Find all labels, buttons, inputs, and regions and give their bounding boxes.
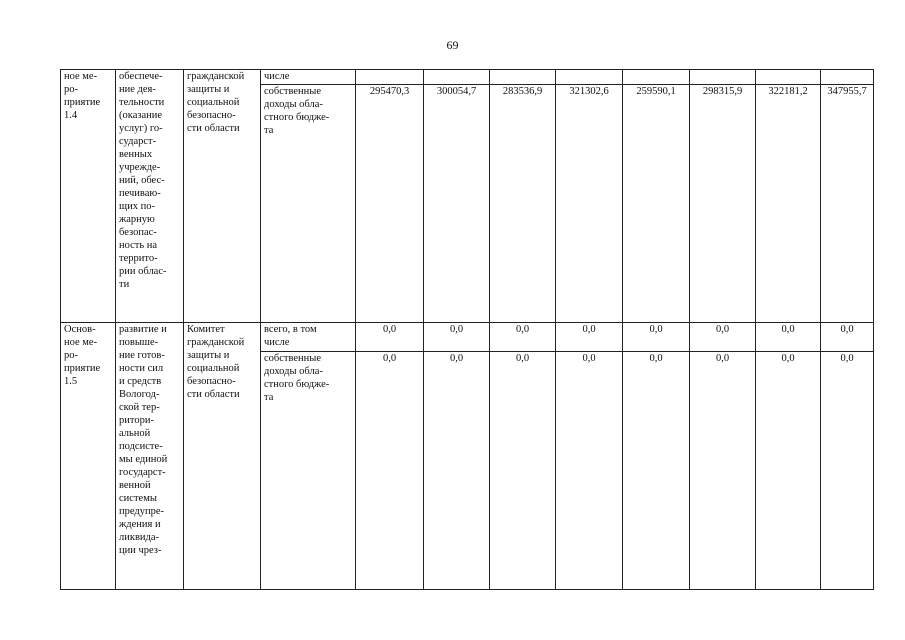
page-number: 69 [446, 38, 459, 52]
value-cell [556, 70, 623, 85]
cell-text-line: Основ- [64, 324, 96, 335]
cell-text-line: безопасно- [187, 110, 236, 121]
cell-text-line: приятие [64, 97, 101, 108]
budget-table [60, 69, 874, 590]
cell-text-line: и средств [119, 376, 162, 387]
cell-text-line: та [264, 392, 274, 403]
funding-source-cell [261, 323, 356, 352]
cell-text-line: ное ме- [64, 337, 98, 348]
value-cell: 298315,9 [690, 85, 756, 323]
cell-text-line: доходы обла- [264, 99, 323, 110]
cell-text-line: сударст- [119, 136, 157, 147]
cell-text-line: мы единой [119, 454, 168, 465]
cell-text-line: обеспече- [119, 71, 163, 82]
value-cell: 0,0 [424, 323, 490, 352]
purpose-cell [116, 323, 184, 590]
value-cell: 0,0 [424, 352, 490, 590]
cell-text-line: безопасно- [187, 376, 236, 387]
cell-text-line: террито- [119, 253, 158, 264]
cell-text-line: венной [119, 480, 151, 491]
value-cell: 321302,6 [556, 85, 623, 323]
table-row [61, 70, 874, 85]
value-cell: 283536,9 [490, 85, 556, 323]
cell-text-line: гражданской [187, 337, 245, 348]
cell-text-line: печиваю- [119, 188, 161, 199]
value-cell [623, 70, 690, 85]
cell-text-line: безопас- [119, 227, 157, 238]
cell-text-line: числе [264, 71, 290, 82]
value-cell: 0,0 [356, 323, 424, 352]
cell-text-line: рии облас- [119, 266, 167, 277]
value-cell: 322181,2 [756, 85, 821, 323]
cell-text-line: предупре- [119, 506, 165, 517]
cell-text-line: ждения и [119, 519, 161, 530]
value-cell: 0,0 [556, 323, 623, 352]
value-cell: 0,0 [556, 352, 623, 590]
cell-text-line: жарную [119, 214, 155, 225]
cell-text-line: числе [264, 337, 290, 348]
value-cell [690, 70, 756, 85]
funding-source-cell [261, 85, 356, 323]
value-cell [424, 70, 490, 85]
event-cell [61, 70, 116, 323]
cell-text-line: ритори- [119, 415, 154, 426]
cell-text-line: гражданской [187, 71, 245, 82]
executor-cell [184, 70, 261, 323]
cell-text-line: ти [119, 279, 130, 290]
value-cell: 0,0 [756, 352, 821, 590]
value-cell: 0,0 [821, 323, 874, 352]
cell-text-line: услуг) го- [119, 123, 163, 134]
cell-text-line: приятие [64, 363, 101, 374]
cell-text-line: ное ме- [64, 71, 98, 82]
cell-text-line: ности сил [119, 363, 164, 374]
cell-text-line: защиты и [187, 350, 230, 361]
cell-text-line: системы [119, 493, 157, 504]
cell-text-line: сти области [187, 389, 240, 400]
cell-text-line: венных [119, 149, 153, 160]
value-cell: 347955,7 [821, 85, 874, 323]
purpose-cell [116, 70, 184, 323]
cell-text-line: социальной [187, 97, 240, 108]
cell-text-line: учрежде- [119, 162, 161, 173]
cell-text-line: ро- [64, 350, 78, 361]
cell-text-line: 1.4 [64, 110, 78, 121]
table-row [61, 323, 874, 352]
value-cell: 0,0 [490, 323, 556, 352]
value-cell: 0,0 [623, 352, 690, 590]
cell-text-line: тельности [119, 97, 165, 108]
cell-text-line: (оказание [119, 110, 163, 121]
event-cell [61, 323, 116, 590]
funding-source-cell [261, 352, 356, 590]
value-cell [821, 70, 874, 85]
cell-text-line: ро- [64, 84, 78, 95]
value-cell: 0,0 [821, 352, 874, 590]
value-cell: 0,0 [490, 352, 556, 590]
value-cell: 0,0 [623, 323, 690, 352]
cell-text-line: собственные [264, 353, 322, 364]
cell-text-line: Вологод- [119, 389, 160, 400]
cell-text-line: государст- [119, 467, 166, 478]
value-cell: 300054,7 [424, 85, 490, 323]
cell-text-line: стного бюдже- [264, 379, 330, 390]
value-cell [756, 70, 821, 85]
cell-text-line: защиты и [187, 84, 230, 95]
value-cell: 0,0 [690, 352, 756, 590]
cell-text-line: 1.5 [64, 376, 78, 387]
cell-text-line: щих по- [119, 201, 155, 212]
value-cell: 295470,3 [356, 85, 424, 323]
executor-cell [184, 323, 261, 590]
cell-text-line: развитие и [119, 324, 167, 335]
value-cell [356, 70, 424, 85]
cell-text-line: альной [119, 428, 151, 439]
cell-text-line: ской тер- [119, 402, 160, 413]
value-cell: 0,0 [756, 323, 821, 352]
value-cell: 0,0 [356, 352, 424, 590]
cell-text-line: ность на [119, 240, 158, 251]
cell-text-line: ний, обес- [119, 175, 165, 186]
cell-text-line: всего, в том [264, 324, 317, 335]
cell-text-line: сти области [187, 123, 240, 134]
cell-text-line: собственные [264, 86, 322, 97]
cell-text-line: ние готов- [119, 350, 165, 361]
value-cell [490, 70, 556, 85]
cell-text-line: Комитет [187, 324, 225, 335]
cell-text-line: та [264, 125, 274, 136]
value-cell: 259590,1 [623, 85, 690, 323]
cell-text-line: повыше- [119, 337, 159, 348]
cell-text-line: ние дея- [119, 84, 156, 95]
cell-text-line: ции чрез- [119, 545, 162, 556]
cell-text-line: ликвида- [119, 532, 160, 543]
cell-text-line: подсисте- [119, 441, 163, 452]
cell-text-line: доходы обла- [264, 366, 323, 377]
value-cell: 0,0 [690, 323, 756, 352]
cell-text-line: социальной [187, 363, 240, 374]
cell-text-line: стного бюдже- [264, 112, 330, 123]
funding-source-cell [261, 70, 356, 85]
